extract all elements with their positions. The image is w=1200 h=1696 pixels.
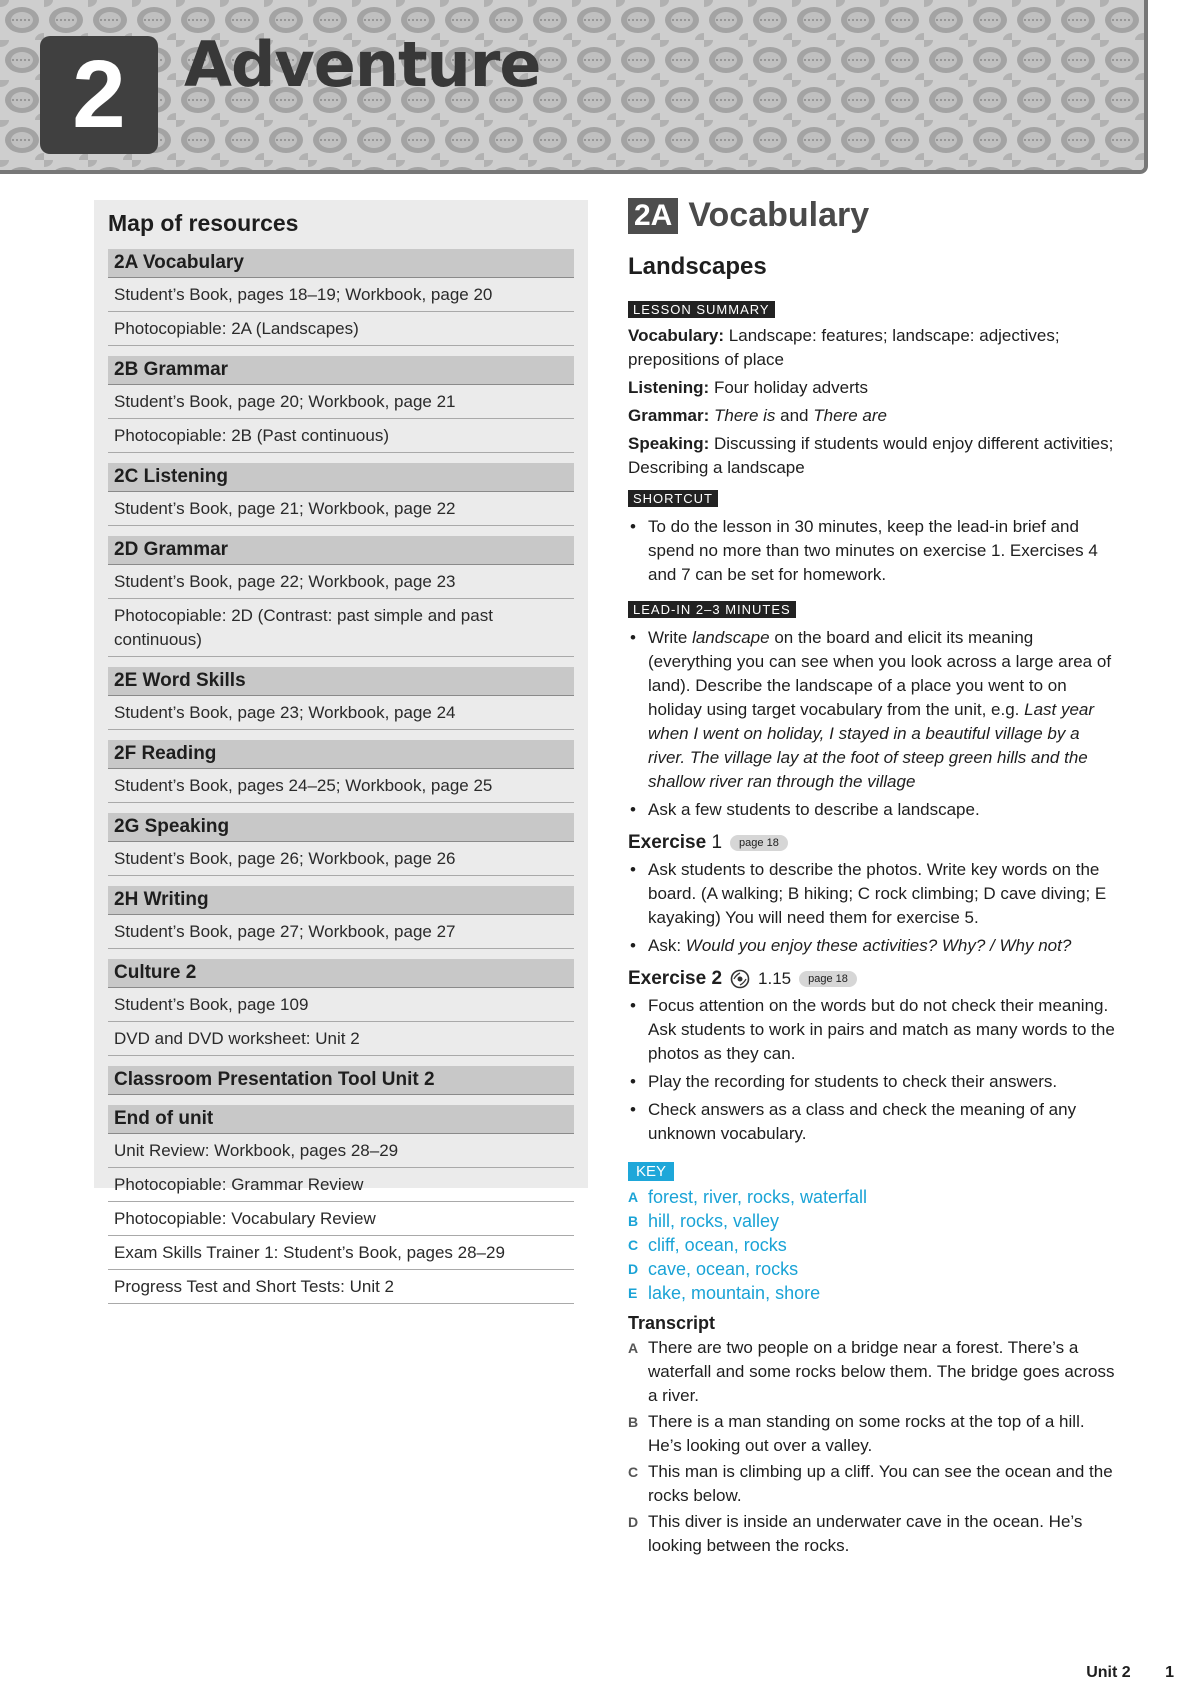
- unit-number: 2: [72, 41, 126, 148]
- summary-text: Discussing if students would enjoy different activities; Describing a landscape: [628, 434, 1114, 477]
- key-item: [628, 1233, 1118, 1257]
- transcript-list: [628, 1336, 1118, 1558]
- map-section: [108, 667, 574, 730]
- summary-listening: [628, 376, 1118, 400]
- summary-speaking: [628, 432, 1118, 480]
- key-letter: D: [628, 1261, 639, 1277]
- transcript-item: [628, 1510, 1118, 1558]
- key-text: lake, mountain, shore: [648, 1283, 821, 1303]
- unit-banner: [0, 0, 1148, 174]
- map-section: [108, 1066, 574, 1095]
- transcript-item: [628, 1460, 1118, 1508]
- summary-label: Speaking:: [628, 434, 710, 453]
- transcript-text: There are two people on a bridge near a forest. There’s a waterfall and some rocks below them. The bridge goes across a river.: [648, 1338, 1115, 1405]
- map-section: [108, 356, 574, 453]
- map-row: Student’s Book, page 22; Workbook, page 23: [108, 565, 574, 599]
- summary-text: There are: [813, 406, 887, 425]
- map-row: Student’s Book, pages 24–25; Workbook, page 25: [108, 769, 574, 803]
- map-title: Map of resources: [108, 210, 299, 236]
- map-section: [108, 740, 574, 803]
- text: Ask:: [648, 936, 686, 955]
- exercise-1-heading: [628, 832, 1118, 854]
- page-footer: [1086, 1664, 1174, 1682]
- map-section: [108, 536, 574, 657]
- transcript-item: [628, 1410, 1118, 1458]
- map-section: [108, 249, 574, 346]
- map-row: Photocopiable: 2D (Contrast: past simple and past continuous): [108, 599, 574, 657]
- leadin-list: [628, 626, 1118, 822]
- exercise-number: 1: [711, 832, 723, 853]
- list-item: [648, 934, 1118, 958]
- list-item: • Ask a few students to describe a landscape.: [648, 798, 1118, 822]
- transcript-letter: A: [628, 1340, 639, 1356]
- map-row: Student’s Book, page 23; Workbook, page 24: [108, 696, 574, 730]
- summary-text: and: [775, 406, 814, 425]
- map-section-heading: 2H Writing: [108, 886, 574, 915]
- exercise-label: [628, 968, 722, 990]
- footer-unit: Unit 2: [1086, 1664, 1131, 1681]
- list-item: • Focus attention on the words but do not check their meaning. Ask students to work in pairs and match as many words to the photos as they can.: [648, 994, 1118, 1066]
- summary-text: There is: [714, 406, 776, 425]
- map-row: Student’s Book, page 27; Workbook, page 27: [108, 915, 574, 949]
- page-number: 1: [1165, 1664, 1174, 1681]
- text: Exercise: [628, 832, 707, 853]
- key-text: forest, river, rocks, waterfall: [648, 1187, 868, 1207]
- shortcut-list: [628, 515, 1118, 587]
- transcript-letter: C: [628, 1464, 639, 1480]
- page-reference: page 18: [799, 971, 857, 987]
- transcript-item: [628, 1336, 1118, 1408]
- key-letter: E: [628, 1285, 638, 1301]
- banner-pattern: [0, 0, 1144, 170]
- map-section-heading: 2C Listening: [108, 463, 574, 492]
- lesson-summary: [628, 324, 1118, 480]
- map-row: Student’s Book, page 21; Workbook, page 22: [108, 492, 574, 526]
- audio-cd-icon: [730, 969, 750, 989]
- key-list: [628, 1185, 1118, 1305]
- lesson-subtitle: Landscapes: [628, 253, 767, 280]
- lesson-badge: 2A: [628, 198, 678, 234]
- map-section-heading: 2G Speaking: [108, 813, 574, 842]
- transcript-letter: D: [628, 1514, 639, 1530]
- unit-number-box: [40, 36, 158, 154]
- summary-text: Four holiday adverts: [709, 378, 868, 397]
- map-row: Student’s Book, page 109: [108, 988, 574, 1022]
- map-section-heading: End of unit: [108, 1105, 574, 1134]
- map-section: [108, 1105, 574, 1304]
- shortcut-tag: SHORTCUT: [628, 490, 718, 507]
- lesson-column: [628, 196, 1118, 1560]
- transcript-title: Transcript: [628, 1313, 716, 1333]
- audio-track: 1.15: [758, 969, 792, 988]
- summary-label: Listening:: [628, 378, 710, 397]
- exercise-2-heading: [628, 968, 1118, 990]
- list-item: • Check answers as a class and check the meaning of any unknown vocabulary.: [648, 1098, 1118, 1146]
- map-row: Student’s Book, pages 18–19; Workbook, page 20: [108, 278, 574, 312]
- map-section-heading: 2A Vocabulary: [108, 249, 574, 278]
- text: Exercise: [628, 968, 707, 989]
- list-item: • Play the recording for students to check their answers.: [648, 1070, 1118, 1094]
- exercise-1-list: [628, 858, 1118, 958]
- map-section-heading: 2B Grammar: [108, 356, 574, 385]
- key-item: [628, 1257, 1118, 1281]
- map-section-heading: Classroom Presentation Tool Unit 2: [108, 1066, 574, 1095]
- summary-vocabulary: [628, 324, 1118, 372]
- key-letter: B: [628, 1213, 639, 1229]
- map-row: Unit Review: Workbook, pages 28–29: [108, 1134, 574, 1168]
- summary-text: Landscape: features; landscape: adjectives; prepositions of place: [628, 326, 1060, 369]
- list-item: • Ask students to describe the photos. Write key words on the board. (A walking; B hiking; C rock climbing; D cave diving; E kayaking) You will need them for exercise 5.: [648, 858, 1118, 930]
- map-row: Photocopiable: 2A (Landscapes): [108, 312, 574, 346]
- exercise-label: [628, 832, 722, 854]
- text: on the board and elicit its meaning (everything you can see when you look across a large area of land). Describe the landscape of a place you went to on holiday using target vocabulary from the unit, e.g.: [648, 628, 1112, 719]
- map-row: Exam Skills Trainer 1: Student’s Book, pages 28–29: [108, 1236, 574, 1270]
- map-section: [108, 813, 574, 876]
- map-row: Photocopiable: Grammar Review: [108, 1168, 574, 1202]
- map-row: Photocopiable: 2B (Past continuous): [108, 419, 574, 453]
- map-section-heading: 2E Word Skills: [108, 667, 574, 696]
- summary-label: Vocabulary:: [628, 326, 725, 345]
- key-item: [628, 1281, 1118, 1305]
- map-section: [108, 959, 574, 1056]
- key-tag: KEY: [628, 1162, 674, 1181]
- text: Would you enjoy these activities? Why? / Why not?: [685, 936, 1072, 955]
- map-row: Photocopiable: Vocabulary Review: [108, 1202, 574, 1236]
- map-section: [108, 886, 574, 949]
- map-section: [108, 463, 574, 526]
- list-item: [648, 626, 1118, 794]
- unit-title: Adventure: [184, 28, 541, 101]
- map-row: Progress Test and Short Tests: Unit 2: [108, 1270, 574, 1304]
- key-letter: A: [628, 1189, 639, 1205]
- map-row: Student’s Book, page 20; Workbook, page 21: [108, 385, 574, 419]
- lesson-name: Vocabulary: [688, 196, 870, 234]
- map-row: DVD and DVD worksheet: Unit 2: [108, 1022, 574, 1056]
- text: Last year when I went on holiday, I stayed in a beautiful village by a river. The village lay at the foot of steep green hills and the shallow river ran through the village: [648, 700, 1095, 791]
- key-text: cliff, ocean, rocks: [648, 1235, 787, 1255]
- transcript-letter: B: [628, 1414, 639, 1430]
- transcript-text: This man is climbing up a cliff. You can see the ocean and the rocks below.: [648, 1462, 1113, 1505]
- page-reference: page 18: [730, 835, 788, 851]
- map-section-heading: Culture 2: [108, 959, 574, 988]
- summary-grammar: [628, 404, 1118, 428]
- map-of-resources: [94, 200, 588, 1296]
- key-text: cave, ocean, rocks: [648, 1259, 799, 1279]
- list-item: • To do the lesson in 30 minutes, keep the lead-in brief and spend no more than two minutes on exercise 1. Exercises 4 and 7 can be set for homework.: [648, 515, 1118, 587]
- map-row: Student’s Book, page 26; Workbook, page 26: [108, 842, 574, 876]
- lesson-title: [628, 196, 1118, 235]
- map-section-heading: 2D Grammar: [108, 536, 574, 565]
- map-section-heading: 2F Reading: [108, 740, 574, 769]
- lesson-summary-tag: LESSON SUMMARY: [628, 301, 775, 318]
- key-item: [628, 1185, 1118, 1209]
- key-item: [628, 1209, 1118, 1233]
- leadin-tag: LEAD-IN 2–3 MINUTES: [628, 601, 796, 618]
- transcript-text: There is a man standing on some rocks at the top of a hill. He’s looking out over a valley.: [648, 1412, 1085, 1455]
- exercise-2-list: [628, 994, 1118, 1146]
- text: Write: [648, 628, 693, 647]
- exercise-number: 2: [711, 968, 723, 989]
- key-text: hill, rocks, valley: [648, 1211, 780, 1231]
- transcript-text: This diver is inside an underwater cave in the ocean. He’s looking between the rocks.: [648, 1512, 1083, 1555]
- key-letter: C: [628, 1237, 639, 1253]
- text: landscape: [692, 628, 770, 647]
- summary-label: Grammar:: [628, 406, 710, 425]
